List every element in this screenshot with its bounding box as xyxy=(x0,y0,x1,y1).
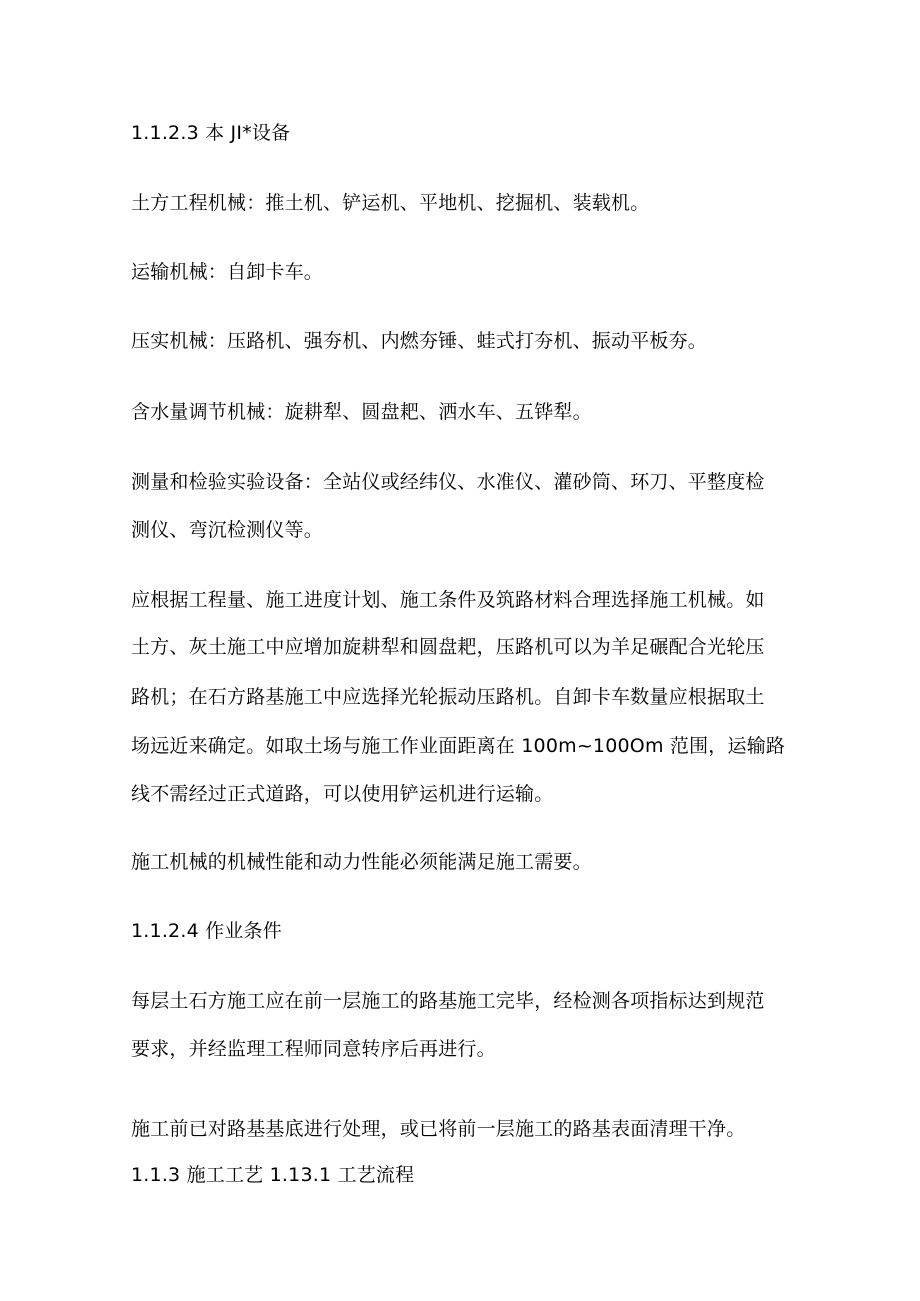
paragraph-performance: 施工机械的机械性能和动力性能必须能满足施工需要。 xyxy=(131,851,592,873)
paragraph-selection-line3: 路机；在石方路基施工中应选择光轮振动压路机。自卸卡车数量应根据取土 xyxy=(131,686,765,708)
paragraph-selection-line1: 应根据工程量、施工进度计划、施工条件及筑路材料合理选择施工机械。如 xyxy=(131,589,765,611)
paragraph-moisture-machinery: 含水量调节机械：旋耕犁、圆盘耙、洒水车、五铧犁。 xyxy=(131,401,592,423)
section-heading-equipment: 1.1.2.3 本 JI*设备 xyxy=(131,122,291,144)
paragraph-selection-line5: 线不需经过正式道路，可以使用铲运机进行运输。 xyxy=(131,783,554,805)
paragraph-layer-line1: 每层土石方施工应在前一层施工的路基施工完毕，经检测各项指标达到规范 xyxy=(131,990,765,1012)
section-heading-process: 1.1.3 施工工艺 1.13.1 工艺流程 xyxy=(131,1164,415,1186)
section-heading-conditions: 1.1.2.4 作业条件 xyxy=(131,920,282,942)
paragraph-selection-line2: 土方、灰土施工中应增加旋耕犁和圆盘耙，压路机可以为羊足碾配合光轮压 xyxy=(131,636,765,658)
paragraph-transport-machinery: 运输机械：自卸卡车。 xyxy=(131,261,324,283)
paragraph-testing-equipment-line2: 测仪、弯沉检测仪等。 xyxy=(131,519,324,541)
paragraph-earthwork-machinery: 土方工程机械：推土机、铲运机、平地机、挖掘机、装载机。 xyxy=(131,192,650,214)
paragraph-preconstruction: 施工前已对路基基底进行处理，或已将前一层施工的路基表面清理干净。 xyxy=(131,1118,746,1140)
paragraph-compaction-machinery: 压实机械：压路机、强夯机、内燃夯锤、蛙式打夯机、振动平板夯。 xyxy=(131,330,708,352)
paragraph-layer-line2: 要求，并经监理工程师同意转序后再进行。 xyxy=(131,1038,496,1060)
paragraph-selection-line4: 场远近来确定。如取土场与施工作业面距离在 100m~100Om 范围，运输路 xyxy=(131,735,786,757)
paragraph-testing-equipment-line1: 测量和检验实验设备：全站仪或经纬仪、水准仪、灌砂筒、环刀、平整度检 xyxy=(131,471,765,493)
